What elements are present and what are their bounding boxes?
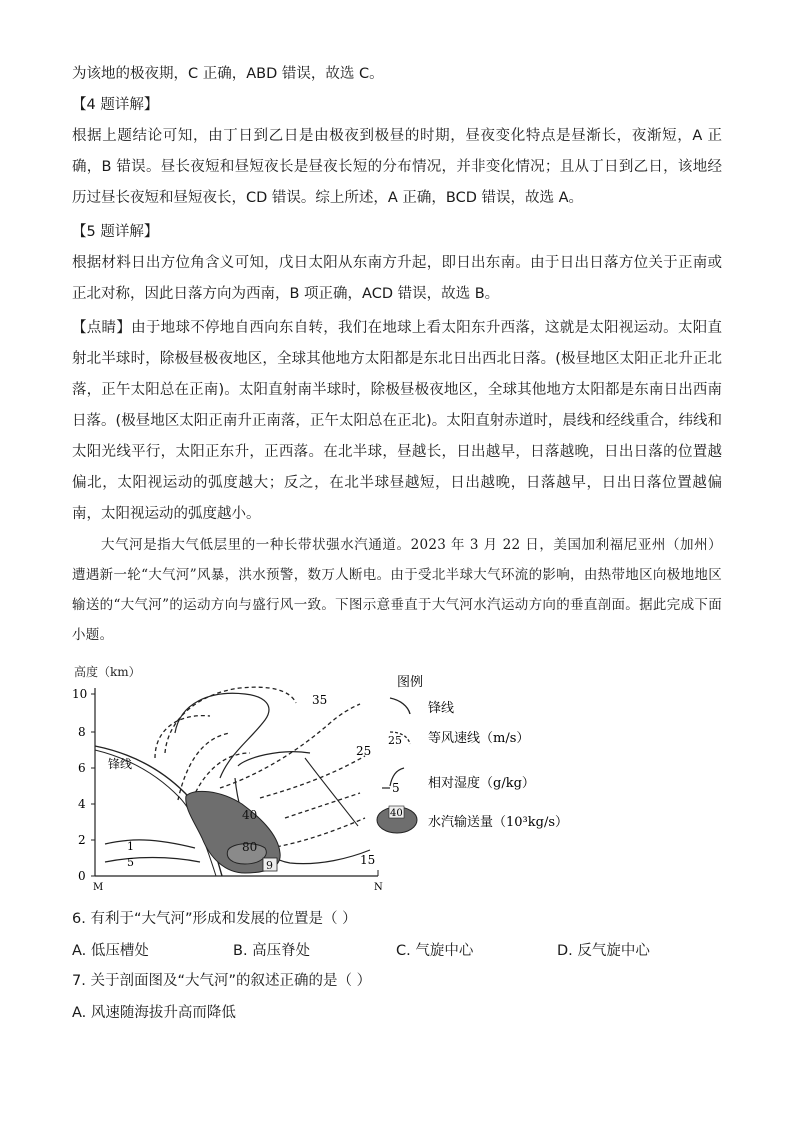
legend-title: 图例 [397, 675, 424, 690]
legend-front-label: 锋线 [428, 701, 455, 716]
wind-label-25: 25 [356, 744, 372, 758]
answer-3-conclusion: 为该地的极夜期，C 正确，ABD 错误，故选 C。 [72, 66, 384, 82]
legend-vapor-value: 40 [390, 808, 403, 819]
y-tick-2: 2 [78, 833, 86, 847]
wind-label-35: 35 [312, 693, 328, 707]
y-tick-6: 6 [78, 761, 86, 775]
legend-vapor-label: 水汽输送量（10³kg/s） [428, 815, 569, 830]
y-tick-4: 4 [78, 797, 86, 811]
tip-heading: 【点睛】 [72, 320, 132, 336]
vapor-label-80: 80 [242, 840, 258, 854]
heading-question-4: 【4 题详解】 [72, 97, 159, 113]
question-6-option-c[interactable]: C. 气旋中心 [396, 943, 474, 959]
legend-wind-label: 等风速线（m/s） [428, 731, 530, 746]
humidity-line-1 [105, 840, 195, 848]
vapor-label-9: 9 [266, 859, 273, 872]
y-tick-0: 0 [78, 869, 86, 883]
legend-humidity-value: 5 [392, 781, 400, 795]
y-tick-10: 10 [72, 687, 88, 701]
cross-section-diagram [60, 658, 580, 893]
question-7-stem: 7. 关于剖面图及“大气河”的叙述正确的是（ ） [72, 973, 372, 989]
vapor-label-40: 40 [242, 808, 258, 822]
question-6-option-b[interactable]: B. 高压脊处 [233, 943, 311, 959]
legend-front-symbol [390, 698, 410, 714]
legend-humidity-label: 相对湿度（g/kg） [428, 776, 535, 791]
question-7-option-a[interactable]: A. 风速随海拔升高而降低 [72, 1005, 236, 1021]
y-ticks [72, 687, 95, 883]
question-6-stem: 6. 有利于“大气河”形成和发展的位置是（ ） [72, 911, 357, 927]
front-label: 锋线 [108, 757, 133, 771]
wind-label-15: 15 [360, 853, 376, 867]
tip-paragraph [72, 313, 722, 530]
y-axis-title: 高度（km） [74, 665, 141, 679]
wind-isoline-mid [305, 758, 358, 826]
heading-question-5: 【5 题详解】 [72, 224, 159, 240]
answer-5-explanation: 根据材料日出方位角含义可知，戊日太阳从东南方升起，即日出东南。由于日出日落方位关于正南或正北对称，因此日落方向为西南，B 项正确，ACD 错误，故选 B。 [72, 255, 722, 302]
answer-4-explanation: 根据上题结论可知，由丁日到乙日是由极夜到极昼的时期，昼夜变化特点是昼渐长，夜渐短，A 正确，B 错误。昼长夜短和昼短夜长是昼夜长短的分布情况，并非变化情况；且从丁日到乙日，该地经历过昼长夜短和昼短夜长，CD 错误。综上所述，A 正确，BCD 错误，故选 A。 [72, 128, 722, 206]
cross-section-figure [60, 658, 580, 893]
wind-isoline-35 [175, 693, 269, 778]
tip-text: 由于地球不停地自西向东自转，我们在地球上看太阳东升西落，这就是太阳视运动。太阳直射北半球时，除极昼极夜地区，全球其他地方太阳都是东北日出西北日落。(极昼地区太阳正北升正北落，正午太阳总在正南)。太阳直射南半球时，除极昼极夜地区，全球其他地方太阳都是东南日出西南日落。(极昼地区太阳正南升正南落，正午太阳总在正北)。太阳直射赤道时，晨线和经线重合，纬线和太阳光线平行，太阳正东升，正西落。在北半球，昼越长，日出越早，日落越晚，日出日落的位置越偏北，太阳视运动的弧度越大；反之，在北半球昼越短，日出越晚，日落越早，日出日落位置越偏南，太阳视运动的弧度越小。 [72, 320, 723, 522]
legend-wind-value: 25 [388, 734, 402, 747]
question-6-option-a[interactable]: A. 低压槽处 [72, 943, 149, 959]
x-axis-end-label: N [374, 882, 383, 893]
reading-passage: 大气河是指大气低层里的一种长带状强水汽通道。2023 年 3 月 22 日，美国加利福尼亚州（加州）遭遇新一轮“大气河”风暴，洪水预警，数万人断电。由于受北半球大气环流的影响，由热带地区向极地地区输送的“大气河”的运动方向与盛行风一致。下图示意垂直于大气河水汽运动方向的垂直剖面。据此完成下面小题。 [72, 537, 722, 643]
y-tick-8: 8 [78, 725, 86, 739]
humidity-label-5: 5 [127, 856, 134, 869]
humidity-line-5 [105, 858, 200, 863]
humidity-label-1: 1 [127, 840, 134, 853]
question-6-option-d[interactable]: D. 反气旋中心 [557, 943, 650, 959]
x-axis-start-label: M [93, 882, 104, 893]
